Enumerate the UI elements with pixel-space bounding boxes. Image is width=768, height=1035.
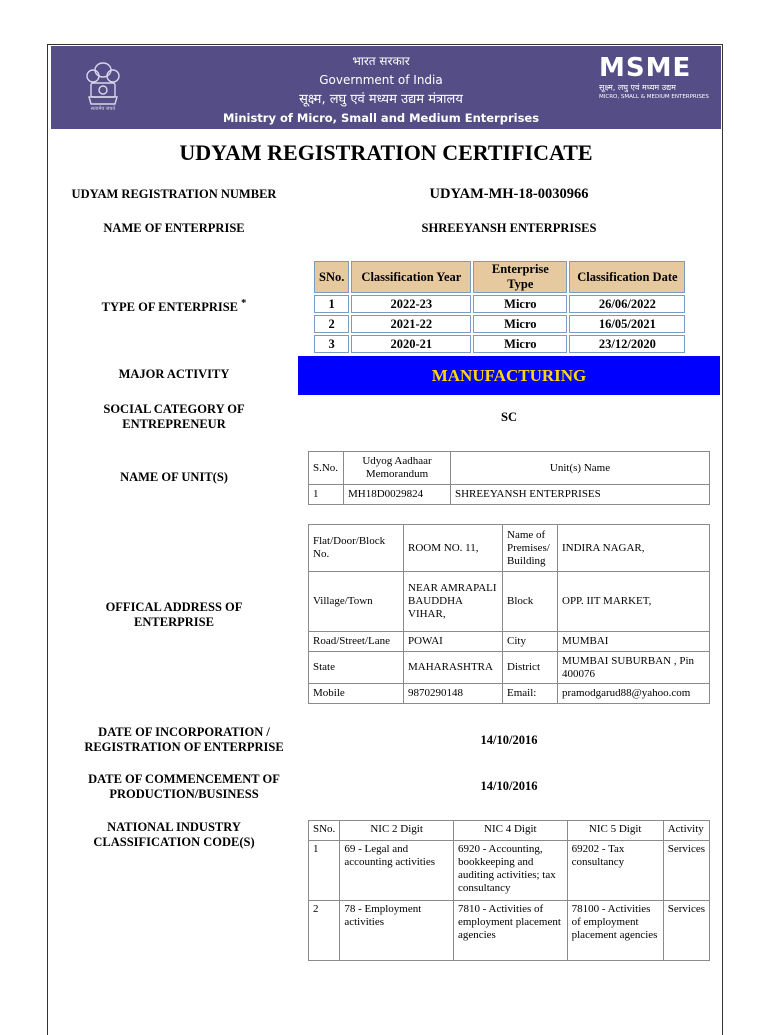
registration-number-label: UDYAM REGISTRATION NUMBER bbox=[71, 187, 277, 201]
enterprise-name-value: SHREEYANSH ENTERPRISES bbox=[421, 221, 597, 235]
header-sno: S.No. bbox=[309, 452, 344, 485]
label-line: CLASSIFICATION CODE(S) bbox=[93, 835, 255, 849]
label-line: DATE OF COMMENCEMENT OF bbox=[88, 772, 280, 786]
address-table bbox=[308, 524, 710, 704]
commencement-label bbox=[51, 772, 317, 802]
cell: 1 bbox=[309, 841, 340, 901]
header-unit-name: Unit(s) Name bbox=[451, 452, 710, 485]
table-header-row bbox=[309, 821, 710, 841]
road-value: POWAI bbox=[404, 632, 503, 652]
msme-wordmark: MSME bbox=[599, 53, 692, 83]
state-value: MAHARASHTRA bbox=[404, 652, 503, 684]
table-row bbox=[309, 684, 710, 704]
flat-value: ROOM NO. 11, bbox=[404, 525, 503, 572]
label-line: ENTREPRENEUR bbox=[122, 417, 226, 431]
table-row bbox=[314, 315, 685, 333]
national-emblem-icon bbox=[79, 56, 127, 120]
road-label: Road/Street/Lane bbox=[309, 632, 404, 652]
enterprise-type-table bbox=[312, 259, 687, 355]
ministry-english: Ministry of Micro, Small and Medium Enterprises bbox=[222, 111, 540, 125]
district-label: District bbox=[503, 652, 558, 684]
header-nic5: NIC 5 Digit bbox=[567, 821, 663, 841]
cell: Micro bbox=[473, 335, 567, 353]
cell: 6920 - Accounting, bookkeeping and auditing activities; tax consultancy bbox=[453, 841, 567, 901]
header-nic4: NIC 4 Digit bbox=[453, 821, 567, 841]
cell: 2 bbox=[314, 315, 349, 333]
incorporation-date: 14/10/2016 bbox=[480, 733, 538, 747]
city-value: MUMBAI bbox=[558, 632, 710, 652]
commencement-date: 14/10/2016 bbox=[480, 779, 538, 793]
header-classification-year: Classification Year bbox=[351, 261, 471, 293]
table-row bbox=[309, 652, 710, 684]
label-line: PRODUCTION/BUSINESS bbox=[109, 787, 259, 801]
table-row bbox=[309, 841, 710, 901]
cell: 2 bbox=[309, 901, 340, 961]
ministry-banner bbox=[51, 46, 721, 129]
flat-label: Flat/Door/Block No. bbox=[309, 525, 404, 572]
cell: 78 - Employment activities bbox=[340, 901, 454, 961]
ministry-hindi: सूक्ष्म, लघु एवं मध्यम उद्यम मंत्रालय bbox=[299, 92, 463, 107]
cell: 23/12/2020 bbox=[569, 335, 685, 353]
mobile-value: 9870290148 bbox=[404, 684, 503, 704]
label-line: OFFICAL ADDRESS OF bbox=[105, 600, 243, 614]
type-label-text: TYPE OF ENTERPRISE bbox=[101, 300, 239, 315]
cell: 1 bbox=[314, 295, 349, 313]
header-classification-date: Classification Date bbox=[569, 261, 685, 293]
premises-label: Name of Premises/ Building bbox=[503, 525, 558, 572]
header-activity: Activity bbox=[663, 821, 709, 841]
major-activity-value: MANUFACTURING bbox=[298, 356, 720, 395]
social-category-label bbox=[51, 402, 297, 432]
city-label: City bbox=[503, 632, 558, 652]
type-of-enterprise-label bbox=[51, 296, 297, 315]
mobile-label: Mobile bbox=[309, 684, 404, 704]
cell: MH18D0029824 bbox=[344, 485, 451, 505]
units-label: NAME OF UNIT(S) bbox=[120, 470, 228, 484]
label-line: REGISTRATION OF ENTERPRISE bbox=[84, 740, 284, 754]
label-line: ENTERPRISE bbox=[134, 615, 214, 629]
label-line: SOCIAL CATEGORY OF bbox=[103, 402, 245, 416]
cell: 7810 - Activities of employment placement agencies bbox=[453, 901, 567, 961]
village-value: NEAR AMRAPALI BAUDDHA VIHAR, bbox=[404, 572, 503, 632]
cell: 1 bbox=[309, 485, 344, 505]
header-udyog-aadhaar: Udyog Aadhaar Memorandum bbox=[344, 452, 451, 485]
header-enterprise-type: Enterprise Type bbox=[473, 261, 567, 293]
village-label: Village/Town bbox=[309, 572, 404, 632]
msme-hindi: सूक्ष्म, लघु एवं मध्यम उद्यम bbox=[599, 83, 676, 92]
label-line: DATE OF INCORPORATION / bbox=[98, 725, 270, 739]
cell: 26/06/2022 bbox=[569, 295, 685, 313]
table-row bbox=[314, 295, 685, 313]
cell: 69 - Legal and accounting activities bbox=[340, 841, 454, 901]
address-label bbox=[51, 600, 297, 630]
units-table bbox=[308, 451, 710, 505]
cell: 2020-21 bbox=[351, 335, 471, 353]
msme-logo bbox=[599, 54, 711, 114]
table-header-row bbox=[309, 452, 710, 485]
header-sno: SNo. bbox=[314, 261, 349, 293]
block-label: Block bbox=[503, 572, 558, 632]
registration-number-value: UDYAM-MH-18-0030966 bbox=[429, 186, 589, 202]
msme-english: MICRO, SMALL & MEDIUM ENTERPRISES bbox=[599, 94, 709, 100]
cell: Micro bbox=[473, 295, 567, 313]
header-nic2: NIC 2 Digit bbox=[340, 821, 454, 841]
premises-value: INDIRA NAGAR, bbox=[558, 525, 710, 572]
email-value: pramodgarud88@yahoo.com bbox=[558, 684, 710, 704]
block-value: OPP. IIT MARKET, bbox=[558, 572, 710, 632]
major-activity-label: MAJOR ACTIVITY bbox=[118, 367, 230, 381]
header-sno: SNo. bbox=[309, 821, 340, 841]
social-category-value: SC bbox=[501, 410, 517, 424]
asterisk: * bbox=[241, 298, 247, 309]
table-row bbox=[309, 485, 710, 505]
cell: 16/05/2021 bbox=[569, 315, 685, 333]
table-row bbox=[309, 901, 710, 961]
label-line: NATIONAL INDUSTRY bbox=[107, 820, 241, 834]
table-row bbox=[309, 632, 710, 652]
cell: Services bbox=[663, 901, 709, 961]
govt-hindi: भारत सरकार bbox=[352, 54, 410, 68]
table-row bbox=[309, 525, 710, 572]
email-label: Email: bbox=[503, 684, 558, 704]
cell: 3 bbox=[314, 335, 349, 353]
emblem-caption: सत्यमेव जयते bbox=[90, 106, 116, 112]
enterprise-name-label: NAME OF ENTERPRISE bbox=[103, 221, 245, 235]
nic-label bbox=[51, 820, 297, 850]
cell: SHREEYANSH ENTERPRISES bbox=[451, 485, 710, 505]
govt-english: Government of India bbox=[319, 73, 443, 87]
cell: Micro bbox=[473, 315, 567, 333]
cell: 2022-23 bbox=[351, 295, 471, 313]
incorporation-label bbox=[51, 725, 317, 755]
certificate-title: UDYAM REGISTRATION CERTIFICATE bbox=[179, 140, 593, 165]
banner-text bbox=[171, 52, 591, 128]
table-header-row bbox=[314, 261, 685, 293]
state-label: State bbox=[309, 652, 404, 684]
cell: Services bbox=[663, 841, 709, 901]
table-row bbox=[309, 572, 710, 632]
cell: 2021-22 bbox=[351, 315, 471, 333]
cell: 78100 - Activities of employment placement agencies bbox=[567, 901, 663, 961]
cell: 69202 - Tax consultancy bbox=[567, 841, 663, 901]
table-row bbox=[314, 335, 685, 353]
nic-table bbox=[308, 820, 710, 961]
district-value: MUMBAI SUBURBAN , Pin 400076 bbox=[558, 652, 710, 684]
